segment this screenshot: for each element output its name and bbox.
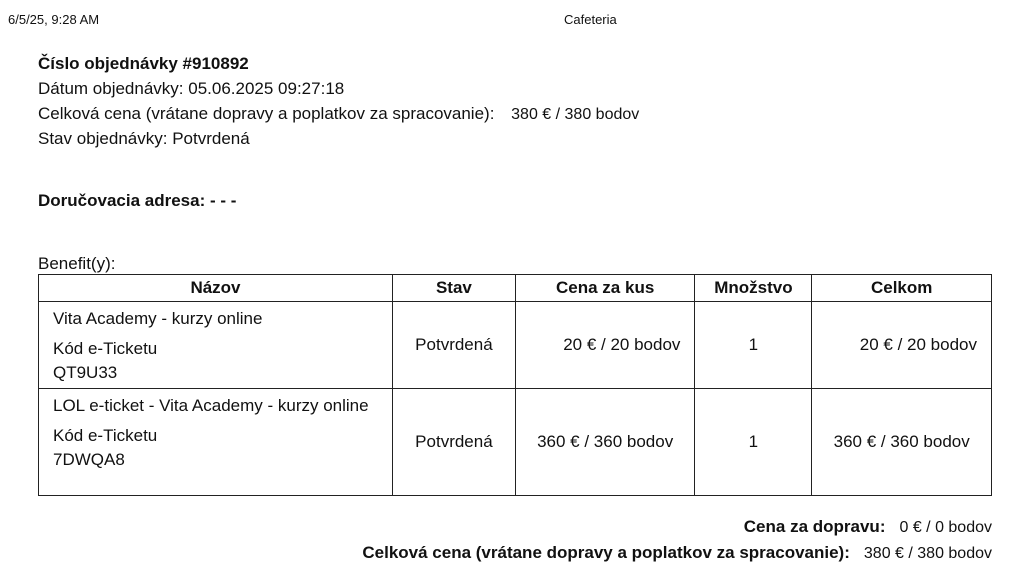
grand-total-summary (362, 543, 992, 563)
benefit-name: LOL e-ticket - Vita Academy - kurzy online (53, 396, 369, 415)
benefit-status: Potvrdená (392, 302, 515, 389)
order-date: Dátum objednávky: 05.06.2025 09:27:18 (38, 79, 345, 98)
column-header-unit-price: Cena za kus (515, 275, 695, 302)
order-total (38, 104, 639, 124)
grand-total-value: 380 € / 380 bodov (863, 545, 992, 562)
benefit-total: 20 € / 20 bodov (812, 302, 992, 389)
print-title: Cafeteria (564, 12, 617, 27)
grand-total-label: Celková cena (vrátane dopravy a poplatkov za spracovanie): (362, 543, 850, 562)
order-status: Stav objednávky: Potvrdená (38, 129, 250, 148)
table-header-row (39, 275, 992, 302)
table-row (39, 389, 992, 496)
delivery-address: Doručovacia adresa: - - - (38, 191, 237, 210)
table-row (39, 302, 992, 389)
benefit-unit-price: 20 € / 20 bodov (515, 302, 695, 389)
column-header-name: Názov (39, 275, 393, 302)
benefit-status: Potvrdená (392, 389, 515, 496)
ticket-code: QT9U33 (53, 363, 118, 382)
order-total-label: Celková cena (vrátane dopravy a poplatkov za spracovanie): (38, 104, 495, 123)
benefit-name: Vita Academy - kurzy online (53, 309, 263, 328)
benefit-name-cell (39, 389, 393, 496)
ticket-code-label: Kód e-Ticketu (53, 339, 158, 358)
benefit-name-cell (39, 302, 393, 389)
order-number: Číslo objednávky #910892 (38, 54, 249, 73)
benefits-table (38, 274, 992, 496)
column-header-total: Celkom (812, 275, 992, 302)
benefit-quantity: 1 (695, 389, 812, 496)
shipping-label: Cena za dopravu: (743, 517, 886, 536)
ticket-code: 7DWQA8 (53, 450, 125, 469)
ticket-code-label: Kód e-Ticketu (53, 426, 158, 445)
benefit-unit-price: 360 € / 360 bodov (515, 389, 695, 496)
column-header-status: Stav (392, 275, 515, 302)
shipping-value: 0 € / 0 bodov (899, 519, 992, 536)
benefits-label: Benefit(y): (38, 254, 116, 273)
print-datetime: 6/5/25, 9:28 AM (8, 12, 100, 27)
order-total-value: 380 € / 380 bodov (511, 106, 640, 123)
benefit-total: 360 € / 360 bodov (812, 389, 992, 496)
column-header-quantity: Množstvo (695, 275, 812, 302)
benefit-quantity: 1 (695, 302, 812, 389)
shipping-summary (744, 517, 992, 537)
